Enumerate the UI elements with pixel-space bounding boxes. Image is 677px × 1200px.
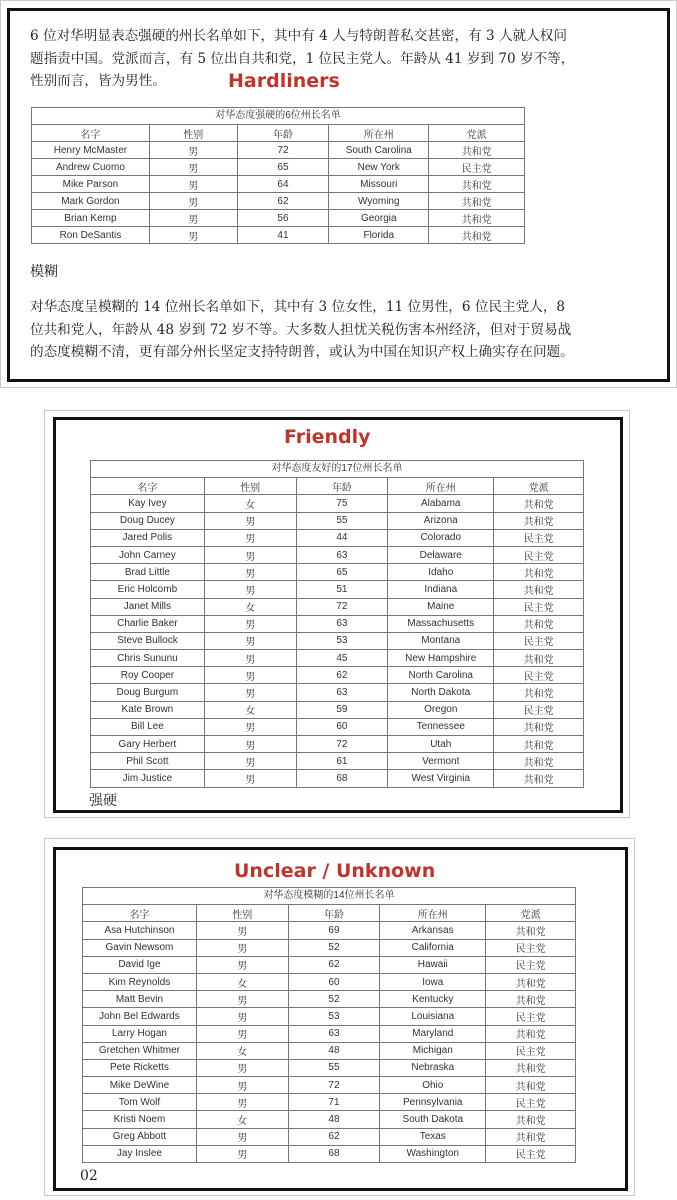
cell-party: 共和党 xyxy=(429,193,525,210)
cell-party: 共和党 xyxy=(494,753,584,770)
unclear-table xyxy=(82,887,576,1163)
table-row xyxy=(83,1077,576,1094)
cell-state: Alabama xyxy=(388,495,494,512)
cell-age: 53 xyxy=(296,632,388,649)
column-header-age: 年龄 xyxy=(296,478,388,495)
cell-state: Maryland xyxy=(380,1025,486,1042)
table-row xyxy=(83,956,576,973)
cell-name: Kristi Noem xyxy=(83,1111,197,1128)
cell-state: Louisiana xyxy=(380,1008,486,1025)
cell-age: 65 xyxy=(237,159,329,176)
cell-party: 共和党 xyxy=(494,770,584,787)
table-row xyxy=(91,667,584,684)
cell-gender: 男 xyxy=(196,1008,288,1025)
cell-gender: 女 xyxy=(196,973,288,990)
cell-gender: 男 xyxy=(204,718,296,735)
cell-state: Arizona xyxy=(388,512,494,529)
section-heading-hardline: 强硬 xyxy=(89,793,117,809)
cell-state: Nebraska xyxy=(380,1059,486,1076)
table-row xyxy=(83,1025,576,1042)
cell-state: New York xyxy=(329,159,429,176)
cell-gender: 男 xyxy=(196,1059,288,1076)
cell-name: Larry Hogan xyxy=(83,1025,197,1042)
hardliners-intro xyxy=(30,25,655,93)
friendly-frame xyxy=(53,417,623,813)
table-title: 对华态度友好的17位州长名单 xyxy=(90,460,584,477)
cell-gender: 男 xyxy=(196,1077,288,1094)
cell-age: 62 xyxy=(237,193,329,210)
cell-party: 民主党 xyxy=(486,1145,576,1162)
cell-age: 61 xyxy=(296,753,388,770)
hardliners-caption: Hardliners xyxy=(228,70,340,92)
unclear-intro xyxy=(30,296,665,364)
cell-state: North Carolina xyxy=(388,667,494,684)
cell-age: 53 xyxy=(288,1008,380,1025)
column-header-age: 年龄 xyxy=(288,905,380,922)
cell-age: 69 xyxy=(288,922,380,939)
cell-age: 55 xyxy=(288,1059,380,1076)
cell-party: 民主党 xyxy=(486,1042,576,1059)
cell-gender: 男 xyxy=(204,667,296,684)
cell-name: Doug Burgum xyxy=(91,684,205,701)
cell-gender: 男 xyxy=(196,991,288,1008)
cell-age: 68 xyxy=(296,770,388,787)
cell-state: Washington xyxy=(380,1145,486,1162)
cell-party: 民主党 xyxy=(494,598,584,615)
cell-age: 64 xyxy=(237,176,329,193)
column-header-name: 名字 xyxy=(91,478,205,495)
column-header-gender: 性别 xyxy=(204,478,296,495)
cell-state: Texas xyxy=(380,1128,486,1145)
cell-state: Georgia xyxy=(329,210,429,227)
cell-gender: 男 xyxy=(204,753,296,770)
cell-gender: 男 xyxy=(149,210,237,227)
cell-age: 63 xyxy=(288,1025,380,1042)
hardliners-table xyxy=(31,107,525,244)
table-row xyxy=(32,159,525,176)
cell-name: Mike DeWine xyxy=(83,1077,197,1094)
table-row xyxy=(91,753,584,770)
cell-state: Wyoming xyxy=(329,193,429,210)
table-row xyxy=(91,581,584,598)
cell-state: Arkansas xyxy=(380,922,486,939)
cell-gender: 男 xyxy=(196,922,288,939)
cell-state: Michigan xyxy=(380,1042,486,1059)
cell-name: Gretchen Whitmer xyxy=(83,1042,197,1059)
cell-state: Colorado xyxy=(388,529,494,546)
column-header-age: 年龄 xyxy=(237,125,329,142)
cell-gender: 男 xyxy=(204,512,296,529)
cell-gender: 男 xyxy=(196,1094,288,1111)
cell-gender: 男 xyxy=(204,546,296,563)
cell-gender: 男 xyxy=(204,736,296,753)
cell-state: Oregon xyxy=(388,701,494,718)
cell-party: 民主党 xyxy=(494,632,584,649)
cell-gender: 男 xyxy=(204,564,296,581)
cell-age: 48 xyxy=(288,1111,380,1128)
cell-state: Hawaii xyxy=(380,956,486,973)
cell-name: John Bel Edwards xyxy=(83,1008,197,1025)
cell-party: 民主党 xyxy=(429,159,525,176)
cell-name: Jared Polis xyxy=(91,529,205,546)
intro-line: 题指责中国。党派而言，有 5 位出自共和党，1 位民主党人。年龄从 41 岁到 70 岁不等， xyxy=(30,50,575,67)
cell-party: 民主党 xyxy=(494,701,584,718)
cell-name: Roy Cooper xyxy=(91,667,205,684)
table-row xyxy=(83,991,576,1008)
cell-party: 共和党 xyxy=(486,973,576,990)
table-row xyxy=(83,973,576,990)
cell-gender: 男 xyxy=(204,684,296,701)
table-row xyxy=(91,615,584,632)
table-row xyxy=(32,210,525,227)
cell-age: 56 xyxy=(237,210,329,227)
cell-age: 60 xyxy=(296,718,388,735)
hardliners-panel xyxy=(0,0,677,388)
cell-gender: 男 xyxy=(196,956,288,973)
cell-party: 共和党 xyxy=(494,615,584,632)
cell-gender: 男 xyxy=(149,176,237,193)
column-header-state: 所在州 xyxy=(380,905,486,922)
friendly-table xyxy=(90,460,584,788)
cell-gender: 男 xyxy=(149,142,237,159)
cell-party: 共和党 xyxy=(486,922,576,939)
unclear-panel xyxy=(44,838,635,1196)
cell-state: Florida xyxy=(329,227,429,244)
cell-state: North Dakota xyxy=(388,684,494,701)
table-row xyxy=(32,176,525,193)
cell-state: New Hampshire xyxy=(388,650,494,667)
cell-age: 72 xyxy=(237,142,329,159)
cell-name: Charlie Baker xyxy=(91,615,205,632)
cell-state: Maine xyxy=(388,598,494,615)
table-row xyxy=(91,718,584,735)
cell-age: 72 xyxy=(296,736,388,753)
cell-name: Kay Ivey xyxy=(91,495,205,512)
cell-gender: 男 xyxy=(204,529,296,546)
column-header-name: 名字 xyxy=(32,125,150,142)
cell-party: 共和党 xyxy=(486,1128,576,1145)
table-row xyxy=(91,495,584,512)
cell-state: Delaware xyxy=(388,546,494,563)
cell-gender: 男 xyxy=(196,1128,288,1145)
cell-gender: 女 xyxy=(204,598,296,615)
cell-name: Steve Bullock xyxy=(91,632,205,649)
table-row xyxy=(91,650,584,667)
column-header-gender: 性别 xyxy=(149,125,237,142)
table-header-row xyxy=(32,125,525,142)
table-row xyxy=(83,939,576,956)
cell-gender: 男 xyxy=(196,1025,288,1042)
cell-party: 共和党 xyxy=(429,227,525,244)
cell-party: 共和党 xyxy=(486,1111,576,1128)
cell-gender: 女 xyxy=(196,1042,288,1059)
cell-name: Eric Holcomb xyxy=(91,581,205,598)
table-row xyxy=(32,142,525,159)
cell-age: 75 xyxy=(296,495,388,512)
cell-age: 55 xyxy=(296,512,388,529)
cell-name: Bill Lee xyxy=(91,718,205,735)
table-row xyxy=(91,546,584,563)
cell-age: 72 xyxy=(288,1077,380,1094)
column-header-party: 党派 xyxy=(486,905,576,922)
table-row xyxy=(91,529,584,546)
cell-gender: 男 xyxy=(204,615,296,632)
cell-name: Mark Gordon xyxy=(32,193,150,210)
table-title: 对华态度强硬的6位州长名单 xyxy=(31,107,525,124)
cell-state: South Dakota xyxy=(380,1111,486,1128)
cell-name: Janet Mills xyxy=(91,598,205,615)
cell-age: 59 xyxy=(296,701,388,718)
cell-name: Jim Justice xyxy=(91,770,205,787)
section-heading-unclear: 模糊 xyxy=(30,264,58,280)
cell-gender: 男 xyxy=(204,650,296,667)
cell-age: 63 xyxy=(296,615,388,632)
table-header-row xyxy=(91,478,584,495)
cell-party: 共和党 xyxy=(494,718,584,735)
unclear-frame xyxy=(53,847,628,1191)
cell-state: Vermont xyxy=(388,753,494,770)
table-row xyxy=(91,598,584,615)
cell-name: Doug Ducey xyxy=(91,512,205,529)
cell-party: 共和党 xyxy=(494,736,584,753)
cell-name: David Ige xyxy=(83,956,197,973)
table-row xyxy=(91,701,584,718)
cell-name: Chris Sununu xyxy=(91,650,205,667)
cell-age: 62 xyxy=(296,667,388,684)
cell-state: Idaho xyxy=(388,564,494,581)
cell-party: 民主党 xyxy=(486,956,576,973)
cell-state: Utah xyxy=(388,736,494,753)
cell-name: Phil Scott xyxy=(91,753,205,770)
table-row xyxy=(91,736,584,753)
cell-party: 共和党 xyxy=(429,210,525,227)
cell-name: Greg Abbott xyxy=(83,1128,197,1145)
table-row xyxy=(83,1111,576,1128)
cell-party: 共和党 xyxy=(486,1077,576,1094)
cell-state: Iowa xyxy=(380,973,486,990)
column-header-state: 所在州 xyxy=(388,478,494,495)
cell-party: 民主党 xyxy=(486,1008,576,1025)
cell-age: 65 xyxy=(296,564,388,581)
cell-gender: 男 xyxy=(196,1145,288,1162)
table-row xyxy=(83,1145,576,1162)
intro-line: 对华态度呈模糊的 14 位州长名单如下，其中有 3 位女性，11 位男性，6 位民主党人，8 xyxy=(30,299,566,315)
cell-gender: 男 xyxy=(204,770,296,787)
cell-name: Pete Ricketts xyxy=(83,1059,197,1076)
cell-gender: 女 xyxy=(204,701,296,718)
cell-name: Gavin Newsom xyxy=(83,939,197,956)
table-row xyxy=(83,1094,576,1111)
column-header-gender: 性别 xyxy=(196,905,288,922)
table-row xyxy=(91,512,584,529)
cell-state: Ohio xyxy=(380,1077,486,1094)
cell-state: Indiana xyxy=(388,581,494,598)
table-row xyxy=(32,227,525,244)
cell-party: 共和党 xyxy=(429,176,525,193)
cell-age: 63 xyxy=(296,684,388,701)
cell-state: Pennsylvania xyxy=(380,1094,486,1111)
table-row xyxy=(32,193,525,210)
column-header-party: 党派 xyxy=(429,125,525,142)
cell-party: 共和党 xyxy=(429,142,525,159)
cell-party: 共和党 xyxy=(494,684,584,701)
cell-party: 民主党 xyxy=(486,939,576,956)
cell-gender: 男 xyxy=(149,193,237,210)
cell-party: 民主党 xyxy=(494,546,584,563)
table-header-row xyxy=(83,905,576,922)
cell-gender: 女 xyxy=(204,495,296,512)
table-row xyxy=(91,632,584,649)
cell-gender: 男 xyxy=(204,581,296,598)
cell-party: 民主党 xyxy=(494,667,584,684)
unclear-caption: Unclear / Unknown xyxy=(234,860,436,882)
cell-age: 62 xyxy=(288,1128,380,1145)
cell-gender: 男 xyxy=(204,632,296,649)
cell-age: 63 xyxy=(296,546,388,563)
cell-party: 共和党 xyxy=(494,581,584,598)
intro-line: 位共和党人，年龄从 48 岁到 72 岁不等。大多数人担忧关税伤害本州经济，但对于贸易战 xyxy=(30,321,572,338)
cell-age: 45 xyxy=(296,650,388,667)
cell-name: Kate Brown xyxy=(91,701,205,718)
cell-gender: 男 xyxy=(149,227,237,244)
cell-state: Tennessee xyxy=(388,718,494,735)
table-row xyxy=(91,770,584,787)
cell-state: Massachusetts xyxy=(388,615,494,632)
cell-state: South Carolina xyxy=(329,142,429,159)
friendly-caption: Friendly xyxy=(284,426,371,448)
cell-age: 71 xyxy=(288,1094,380,1111)
cell-party: 共和党 xyxy=(494,512,584,529)
cell-age: 60 xyxy=(288,973,380,990)
friendly-panel xyxy=(44,410,630,818)
cell-state: West Virginia xyxy=(388,770,494,787)
hardliners-frame xyxy=(7,8,670,382)
intro-line: 6 位对华明显表态强硬的州长名单如下，其中有 4 人与特朗普私交甚密，有 3 人就人权问 xyxy=(30,28,567,44)
cell-party: 民主党 xyxy=(494,529,584,546)
column-header-party: 党派 xyxy=(494,478,584,495)
cell-gender: 女 xyxy=(196,1111,288,1128)
cell-name: John Carney xyxy=(91,546,205,563)
table-row xyxy=(83,1042,576,1059)
cell-state: Kentucky xyxy=(380,991,486,1008)
cell-party: 共和党 xyxy=(486,1059,576,1076)
cell-party: 民主党 xyxy=(486,1094,576,1111)
cell-age: 72 xyxy=(296,598,388,615)
column-header-state: 所在州 xyxy=(329,125,429,142)
cell-age: 68 xyxy=(288,1145,380,1162)
cell-party: 共和党 xyxy=(486,991,576,1008)
cell-name: Mike Parson xyxy=(32,176,150,193)
cell-name: Tom Wolf xyxy=(83,1094,197,1111)
cell-name: Brian Kemp xyxy=(32,210,150,227)
cell-gender: 男 xyxy=(149,159,237,176)
page-number: 02 xyxy=(80,1168,98,1184)
table-row xyxy=(83,922,576,939)
column-header-name: 名字 xyxy=(83,905,197,922)
cell-age: 44 xyxy=(296,529,388,546)
cell-party: 共和党 xyxy=(486,1025,576,1042)
cell-name: Henry McMaster xyxy=(32,142,150,159)
cell-party: 共和党 xyxy=(494,650,584,667)
cell-age: 52 xyxy=(288,939,380,956)
intro-line: 的态度模糊不清，更有部分州长坚定支持特朗普，或认为中国在知识产权上确实存在问题。 xyxy=(30,344,574,360)
cell-age: 62 xyxy=(288,956,380,973)
cell-name: Asa Hutchinson xyxy=(83,922,197,939)
cell-name: Kim Reynolds xyxy=(83,973,197,990)
cell-age: 41 xyxy=(237,227,329,244)
table-row xyxy=(91,564,584,581)
cell-name: Andrew Cuomo xyxy=(32,159,150,176)
table-row xyxy=(83,1059,576,1076)
cell-party: 共和党 xyxy=(494,564,584,581)
intro-line: 性别而言，皆为男性。 xyxy=(30,73,166,89)
cell-state: Missouri xyxy=(329,176,429,193)
table-row xyxy=(91,684,584,701)
cell-name: Ron DeSantis xyxy=(32,227,150,244)
table-row xyxy=(83,1128,576,1145)
cell-gender: 男 xyxy=(196,939,288,956)
cell-age: 51 xyxy=(296,581,388,598)
cell-party: 共和党 xyxy=(494,495,584,512)
cell-age: 48 xyxy=(288,1042,380,1059)
table-title: 对华态度模糊的14位州长名单 xyxy=(82,887,576,904)
cell-age: 52 xyxy=(288,991,380,1008)
cell-state: Montana xyxy=(388,632,494,649)
cell-name: Matt Bevin xyxy=(83,991,197,1008)
cell-name: Gary Herbert xyxy=(91,736,205,753)
table-row xyxy=(83,1008,576,1025)
cell-name: Jay Inslee xyxy=(83,1145,197,1162)
cell-name: Brad Little xyxy=(91,564,205,581)
cell-state: California xyxy=(380,939,486,956)
